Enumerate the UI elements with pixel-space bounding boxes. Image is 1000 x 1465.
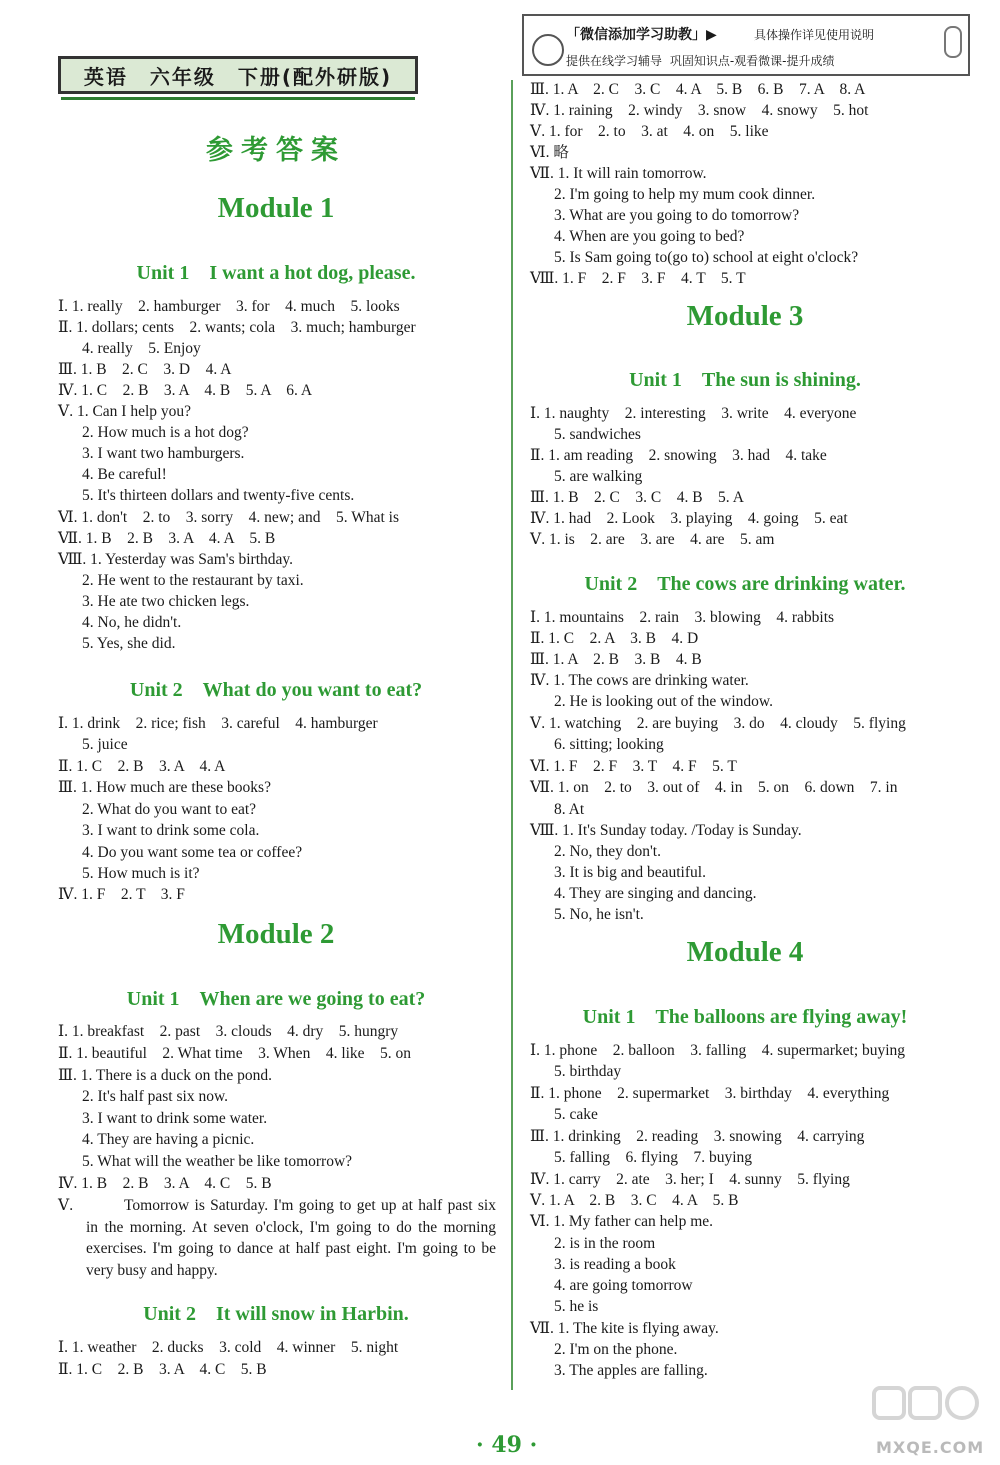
answer-line: Ⅱ. 1. dollars; cents 2. wants; cola 3. much; hamburger xyxy=(58,319,416,336)
answer-line: 4. Be careful! xyxy=(82,466,167,483)
answer-line: Ⅲ. 1. drinking 2. reading 3. snowing 4. carrying xyxy=(530,1128,865,1145)
answer-line: Ⅱ. 1. phone 2. supermarket 3. birthday 4. everything xyxy=(530,1085,890,1102)
watermark-text: MXQE.COM xyxy=(876,1438,985,1457)
answer-line: Ⅴ. 1. for 2. to 3. at 4. on 5. like xyxy=(530,123,769,140)
answer-line: 2. He is looking out of the window. xyxy=(554,693,773,710)
unit-heading: Unit 2 It will snow in Harbin. xyxy=(143,1303,409,1325)
answer-line: Ⅲ. 1. B 2. C 3. C 4. B 5. A xyxy=(530,489,744,506)
answer-line: Ⅰ. 1. weather 2. ducks 3. cold 4. winner 5. night xyxy=(58,1339,399,1356)
answer-line: Ⅰ. 1. really 2. hamburger 3. for 4. much 5. looks xyxy=(58,298,400,315)
answer-line: Ⅵ. 1. don't 2. to 3. sorry 4. new; and 5. What is xyxy=(58,509,399,526)
answer-label: Ⅴ. xyxy=(58,1197,74,1214)
answer-line: 8. At xyxy=(554,801,585,818)
answer-line: 4. really 5. Enjoy xyxy=(82,340,201,357)
answer-line: 5. he is xyxy=(554,1298,599,1315)
answer-line: 2. is in the room xyxy=(554,1235,656,1252)
book-title: 英语 六年级 下册(配外研版) xyxy=(58,56,418,94)
answer-line: Ⅵ. 1. F 2. F 3. T 4. F 5. T xyxy=(530,758,737,775)
answer-line: 5. What will the weather be like tomorrow? xyxy=(82,1153,353,1170)
answer-line: Ⅵ. 1. My father can help me. xyxy=(530,1213,714,1230)
answer-line: 2. I'm going to help my mum cook dinner. xyxy=(554,186,816,203)
answer-line: Ⅰ. 1. naughty 2. interesting 3. write 4. everyone xyxy=(530,405,857,422)
module-heading: Module 2 xyxy=(217,918,335,950)
unit-heading: Unit 1 I want a hot dog, please. xyxy=(136,262,416,284)
answer-line: Ⅷ. 1. F 2. F 3. F 4. T 5. T xyxy=(530,270,746,287)
answer-line: Ⅲ. 1. A 2. C 3. C 4. A 5. B 6. B 7. A 8. A xyxy=(530,81,866,98)
module-heading: Module 3 xyxy=(686,300,804,332)
answer-line: Ⅰ. 1. breakfast 2. past 3. clouds 4. dry 5. hungry xyxy=(58,1023,399,1040)
ad-title: 「微信添加学习助教」▶ xyxy=(566,27,717,43)
unit-heading: Unit 1 The sun is shining. xyxy=(629,369,861,391)
speaker-icon xyxy=(944,26,962,58)
answer-line: 5. sandwiches xyxy=(554,426,641,443)
column-divider xyxy=(511,80,513,1390)
answer-line: Ⅲ. 1. A 2. B 3. B 4. B xyxy=(530,651,702,668)
answer-line: 3. I want to drink some cola. xyxy=(82,822,260,839)
answer-line: Ⅳ. 1. B 2. B 3. A 4. C 5. B xyxy=(58,1175,272,1192)
answer-line: Ⅱ. 1. C 2. A 3. B 4. D xyxy=(530,630,699,647)
ad-subtitle: 提供在线学习辅导 巩固知识点-观看微课-提升成绩 xyxy=(566,54,835,68)
answer-line: 2. How much is a hot dog? xyxy=(82,424,249,441)
unit-heading: Unit 2 What do you want to eat? xyxy=(129,679,423,701)
answer-line: 3. The apples are falling. xyxy=(554,1362,708,1379)
answer-line: Ⅳ. 1. F 2. T 3. F xyxy=(58,886,185,903)
answer-line: 2. No, they don't. xyxy=(554,843,661,860)
answer-line: 5. It's thirteen dollars and twenty-five cents. xyxy=(82,487,355,504)
answer-line: 6. sitting; looking xyxy=(554,736,664,753)
answer-line: Ⅴ. 1. A 2. B 3. C 4. A 5. B xyxy=(530,1192,739,1209)
answer-line: 3. He ate two chicken legs. xyxy=(82,593,250,610)
answer-line: Ⅴ. 1. Can I help you? xyxy=(58,403,192,420)
answer-line: 3. I want to drink some water. xyxy=(82,1110,268,1127)
module-heading: Module 4 xyxy=(686,936,804,968)
answer-line: Ⅱ. 1. C 2. B 3. A 4. A xyxy=(58,758,226,775)
answer-line: Ⅳ. 1. raining 2. windy 3. snow 4. snowy 5. hot xyxy=(530,102,869,119)
unit-heading: Unit 2 The cows are drinking water. xyxy=(584,573,906,595)
unit-heading: Unit 1 The balloons are flying away! xyxy=(582,1006,908,1028)
answer-line: 3. is reading a book xyxy=(554,1256,676,1273)
answer-line: 5. birthday xyxy=(554,1063,622,1080)
answer-line: 3. I want two hamburgers. xyxy=(82,445,245,462)
answer-line: 5. are walking xyxy=(554,468,643,485)
answer-line: Ⅲ. 1. How much are these books? xyxy=(58,779,271,796)
answer-line: 2. What do you want to eat? xyxy=(82,801,257,818)
answer-line: Ⅷ. 1. It's Sunday today. /Today is Sunday. xyxy=(530,822,802,839)
answer-line: 4. Do you want some tea or coffee? xyxy=(82,844,303,861)
answer-line: 4. are going tomorrow xyxy=(554,1277,693,1294)
answer-line: 2. It's half past six now. xyxy=(82,1088,229,1105)
answer-line: 5. Is Sam going to(go to) school at eight o'clock? xyxy=(554,249,859,266)
answer-line: Ⅴ. 1. is 2. are 3. are 4. are 5. am xyxy=(530,531,775,548)
answer-line: Ⅱ. 1. C 2. B 3. A 4. C 5. B xyxy=(58,1361,267,1378)
answer-line: 5. cake xyxy=(554,1106,598,1123)
answer-line: 3. What are you going to do tomorrow? xyxy=(554,207,800,224)
answer-line: Ⅰ. 1. mountains 2. rain 3. blowing 4. rabbits xyxy=(530,609,835,626)
answer-line: 4. They are having a picnic. xyxy=(82,1131,255,1148)
answer-line: Ⅷ. 1. Yesterday was Sam's birthday. xyxy=(58,551,294,568)
answer-line: Ⅳ. 1. had 2. Look 3. playing 4. going 5. eat xyxy=(530,510,848,527)
answer-line: Ⅱ. 1. beautiful 2. What time 3. When 4. like 5. on xyxy=(58,1045,412,1062)
answer-line: 2. He went to the restaurant by taxi. xyxy=(82,572,304,589)
module-heading: Module 1 xyxy=(217,192,335,224)
answer-line: Ⅳ. 1. The cows are drinking water. xyxy=(530,672,749,689)
answer-line: 5. No, he isn't. xyxy=(554,906,644,923)
answer-line: Ⅳ. 1. C 2. B 3. A 4. B 5. A 6. A xyxy=(58,382,313,399)
answer-line: Ⅶ. 1. on 2. to 3. out of 4. in 5. on 6. down 7. in xyxy=(530,779,898,796)
answer-line: 4. They are singing and dancing. xyxy=(554,885,757,902)
answer-line: Ⅰ. 1. drink 2. rice; fish 3. careful 4. hamburger xyxy=(58,715,378,732)
robot-icon xyxy=(532,34,564,66)
answer-line: 5. juice xyxy=(82,736,128,753)
answer-line: 5. Yes, she did. xyxy=(82,635,176,652)
ad-instruction: 具体操作详见使用说明 xyxy=(754,28,875,42)
answer-line: 5. How much is it? xyxy=(82,865,200,882)
page-number: · 49 · xyxy=(476,1432,538,1458)
answer-paragraph: Tomorrow is Saturday. I'm going to get up at half past six in the morning. At seven o'clock, I'm going to do the morning exercises. I'm going to dance at half past eight. I'm going to be very busy and happy. xyxy=(86,1197,496,1279)
answer-line: Ⅱ. 1. am reading 2. snowing 3. had 4. take xyxy=(530,447,827,464)
answer-line: 2. I'm on the phone. xyxy=(554,1341,678,1358)
wechat-ad-banner xyxy=(522,14,970,76)
answer-line: 4. No, he didn't. xyxy=(82,614,182,631)
unit-heading: Unit 1 When are we going to eat? xyxy=(126,988,426,1010)
answer-line: Ⅰ. 1. phone 2. balloon 3. falling 4. supermarket; buying xyxy=(530,1042,906,1059)
answer-line: Ⅵ. 略 xyxy=(530,144,569,161)
answer-line: Ⅶ. 1. It will rain tomorrow. xyxy=(530,165,707,182)
answer-line: 3. It is big and beautiful. xyxy=(554,864,706,881)
answer-line: Ⅴ. 1. watching 2. are buying 3. do 4. cloudy 5. flying xyxy=(530,715,906,732)
answer-line: Ⅳ. 1. carry 2. ate 3. her; I 4. sunny 5. flying xyxy=(530,1171,850,1188)
answer-line: 4. When are you going to bed? xyxy=(554,228,745,245)
answer-line: 5. falling 6. flying 7. buying xyxy=(554,1149,753,1166)
answer-line: Ⅲ. 1. There is a duck on the pond. xyxy=(58,1067,272,1084)
answer-line: Ⅲ. 1. B 2. C 3. D 4. A xyxy=(58,361,232,378)
answers-heading: 参考答案 xyxy=(206,135,346,166)
answer-line: Ⅶ. 1. The kite is flying away. xyxy=(530,1320,719,1337)
answer-line: Ⅶ. 1. B 2. B 3. A 4. A 5. B xyxy=(58,530,276,547)
